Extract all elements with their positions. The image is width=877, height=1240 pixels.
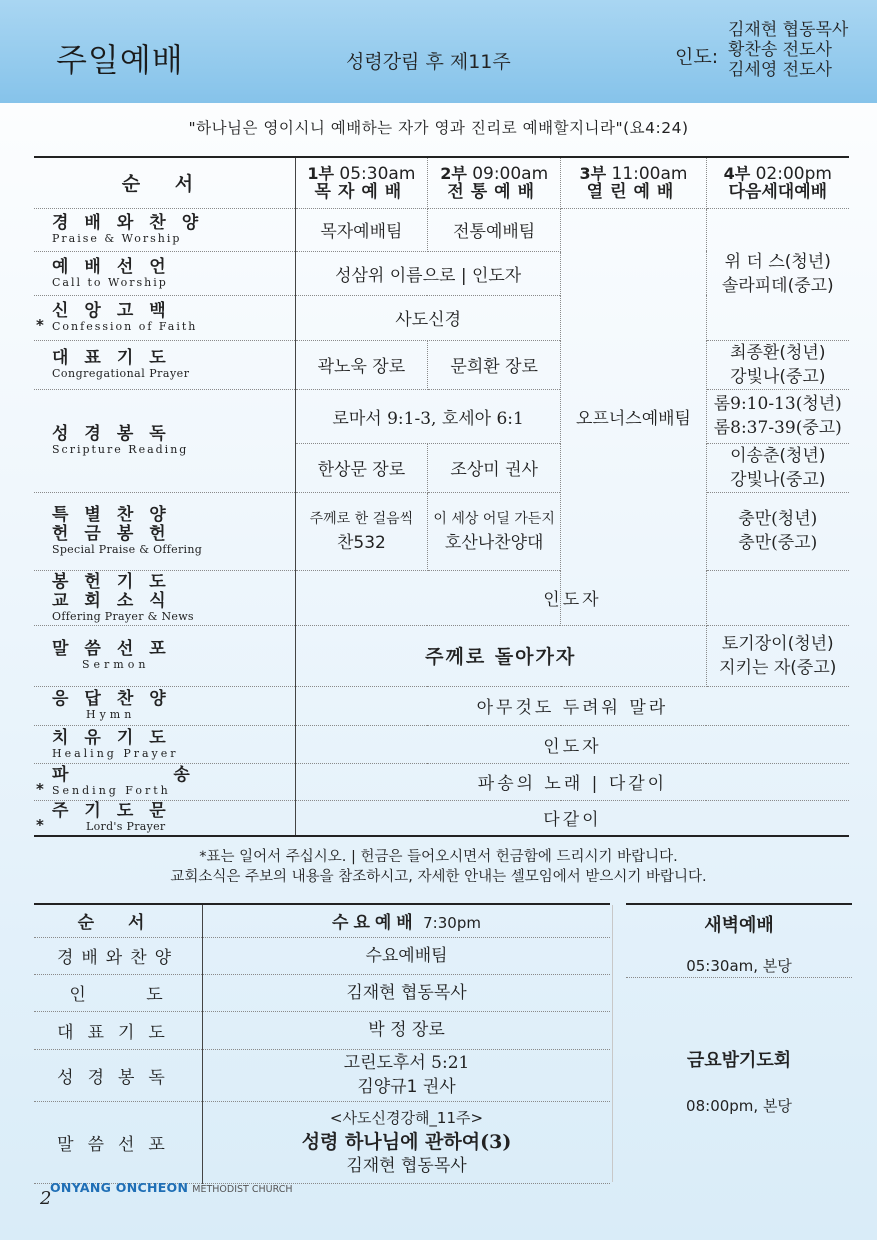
dawn-title: 새벽예배 [704, 915, 774, 936]
leaders-label: 인도: [675, 46, 719, 68]
wed-row-label: 성경봉독 [34, 1049, 203, 1101]
page-subtitle: 성령강림 후 제11주 [346, 51, 511, 73]
sermon-title: 주께로 돌아가자 [295, 625, 706, 686]
side-dotted-divider [626, 977, 852, 978]
reader-s4: 이송춘(청년) 강빛나(중고) [706, 443, 849, 492]
friday-time: 08:00pm, 본당 [686, 1097, 792, 1115]
special-s4: 충만(청년) 충만(중고) [706, 492, 849, 570]
bible-verse: "하나님은 영이시니 예배하는 자가 영과 진리로 예배할지니라"(요4:24) [188, 119, 689, 137]
friday-title: 금요밤기도회 [686, 1050, 792, 1071]
leader-name: 황찬송 전도사 [728, 40, 832, 60]
scripture-text: 로마서 9:1-3, 호세아 6:1 [295, 389, 561, 443]
order-header: 순 서 [34, 157, 295, 208]
service-3-team: 오프너스예배팀 [561, 208, 706, 625]
wed-row-label: 경배와찬양 [34, 937, 203, 974]
praise-s2: 전통예배팀 [427, 208, 561, 251]
wed-row-label: 말씀선포 [34, 1101, 203, 1183]
row-label-special: 특별찬양 헌금봉헌 Special Praise & Offering [34, 492, 295, 570]
row-label-scripture: 성경봉독 Scripture Reading [34, 389, 295, 492]
row-label-healing: 치유기도 Healing Prayer [34, 725, 295, 763]
row-label-sending: * 파송 Sending Forth [34, 763, 295, 800]
reader-s2: 조상미 권사 [427, 443, 561, 492]
special-s2: 이 세상 어딜 가든지 호산나찬양대 [427, 492, 561, 570]
wed-row-value: 김재현 협동목사 [203, 974, 611, 1011]
page-title: 주일예배 [56, 41, 184, 79]
reader-s1: 한상문 장로 [295, 443, 427, 492]
row-label-prayer: 대표기도 Congregational Prayer [34, 340, 295, 389]
prayer-s2: 문희환 장로 [427, 340, 561, 389]
response-hymn: 아무것도 두려워 말라 [295, 686, 849, 725]
praise-s4: 위 더 스(청년) 솔라피데(중고) [706, 208, 849, 340]
prayer-s1: 곽노욱 장로 [295, 340, 427, 389]
row-label-praise: 경배와찬양 Praise & Worship [34, 208, 295, 251]
side-divider [612, 905, 613, 1182]
wed-order-header: 순 서 [34, 904, 203, 937]
sending-forth: 파송의 노래 | 다같이 [295, 763, 849, 800]
scripture-s4: 롬9:10-13(청년) 롬8:37-39(중고) [706, 389, 849, 443]
leader-name: 김세영 전도사 [728, 60, 832, 80]
church-logo: ONYANG ONCHEON METHODIST CHURCH [50, 1180, 293, 1195]
call-to-worship: 성삼위 이름으로 | 인도자 [295, 251, 561, 295]
creed: 사도신경 [295, 295, 561, 340]
page-number: 2 [40, 1188, 52, 1209]
sunday-service-table [34, 156, 849, 837]
service-4-header: 4부 02:00pm 다음세대예배 [706, 157, 849, 208]
wed-row-label: 인 도 [34, 974, 203, 1011]
wed-row-value: 수요예배팀 [203, 937, 611, 974]
dawn-time: 05:30am, 본당 [686, 957, 792, 975]
lords-prayer: 다같이 [295, 800, 849, 836]
healing-prayer: 인도자 [295, 725, 849, 763]
note-line: 교회소식은 주보의 내용을 참조하시고, 자세한 안내는 셀모임에서 받으시기 바랍니다. [170, 869, 707, 885]
row-label-hymn: 응답찬양 Hymn [34, 686, 295, 725]
wed-row-label: 대표기도 [34, 1011, 203, 1049]
service-1-header: 1부 05:30am 목자예배 [295, 157, 427, 208]
row-label-sermon: 말씀선포 Sermon [34, 625, 295, 686]
special-s1: 주께로 한 걸음씩 찬532 [295, 492, 427, 570]
other-services-box [626, 903, 852, 1182]
row-label-offering: 봉헌기도 교회소식 Offering Prayer & News [34, 570, 295, 625]
note-line: *표는 일어서 주십시오. | 헌금은 들어오시면서 헌금함에 드리시기 바랍니다. [199, 849, 678, 865]
leader-name: 김재현 협동목사 [728, 20, 849, 40]
sermon-s4: 토기장이(청년) 지키는 자(중고) [706, 625, 849, 686]
wed-row-value: 고린도후서 5:21 김양규1 권사 [203, 1049, 611, 1101]
praise-s1: 목자예배팀 [295, 208, 427, 251]
prayer-s4: 최종환(청년) 강빛나(중고) [706, 340, 849, 389]
leaders-list [728, 20, 848, 80]
header-banner [0, 0, 877, 103]
wed-service-header: 수요예배 7:30pm [203, 904, 611, 937]
row-label-lords-prayer: * 주기도문 Lord's Prayer [34, 800, 295, 836]
row-label-call: 예배선언 Call to Worship [34, 251, 295, 295]
wed-row-value: <사도신경강해_11주> 성령 하나님에 관하여(3) 김재현 협동목사 [203, 1101, 611, 1183]
row-label-creed: * 신앙고백 Confession of Faith [34, 295, 295, 340]
service-2-header: 2부 09:00am 전통예배 [427, 157, 561, 208]
offering-prayer: 인도자 [295, 570, 849, 625]
notes [0, 847, 877, 887]
wednesday-service-table [34, 903, 610, 1184]
service-3-header: 3부 11:00am 열린예배 [561, 157, 706, 208]
wed-row-value: 박 정 장로 [203, 1011, 611, 1049]
